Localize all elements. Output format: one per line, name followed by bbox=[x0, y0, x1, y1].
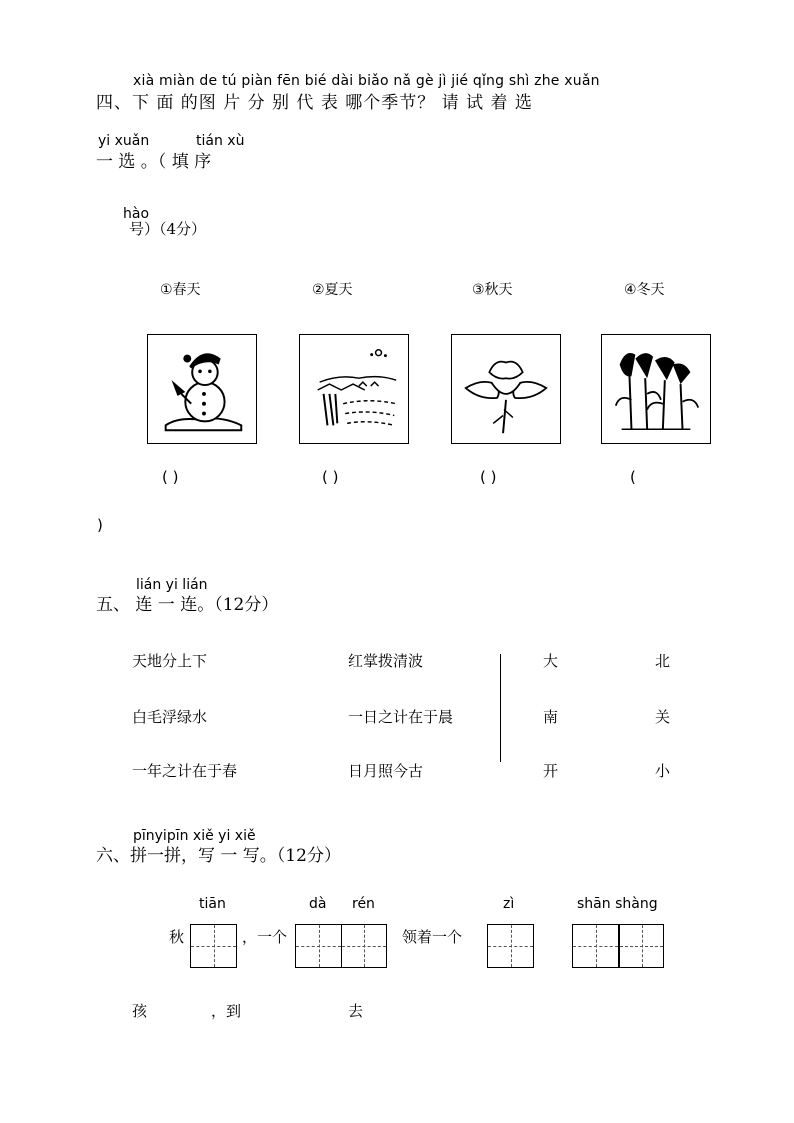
q4-title-line1: 四、下 面 的图 片 分 别 代 表 哪个季节？ 请 试 着 选 bbox=[96, 93, 533, 113]
q4-title-line2: 一 选 。（ 填 序 bbox=[96, 152, 212, 172]
grid-cell[interactable] bbox=[618, 925, 663, 967]
writing-grid-shanshang[interactable] bbox=[572, 924, 664, 968]
pinyin-da: dà bbox=[309, 896, 327, 912]
q5-pinyin: lián yi lián bbox=[136, 577, 208, 593]
word-lingzhe: 领着一个 bbox=[402, 928, 463, 946]
column-divider bbox=[500, 654, 501, 762]
q4-pinyin-line1: xià miàn de tú piàn fēn bié dài biǎo nǎ gè jì jié qǐng shì zhe xuǎn bbox=[133, 73, 600, 89]
antonym-right-1[interactable]: 北 bbox=[655, 652, 671, 670]
season-label-autumn: ③秋天 bbox=[472, 282, 513, 298]
word-yige: ，一个 bbox=[242, 928, 288, 946]
couplet-left-3[interactable]: 一年之计在于春 bbox=[132, 762, 238, 780]
q6-title: 六、拼一拼，写 一 写。（12分） bbox=[96, 846, 341, 866]
couplet-right-2[interactable]: 一日之计在于晨 bbox=[348, 708, 454, 726]
q4-pinyin-line2b: tián xù bbox=[196, 133, 245, 149]
grid-cell[interactable] bbox=[296, 925, 341, 967]
answer-bracket-1[interactable]: ( ) bbox=[162, 468, 179, 486]
antonym-right-2[interactable]: 关 bbox=[655, 708, 671, 726]
q4-pinyin-line3: hào bbox=[123, 206, 150, 222]
q6-pinyin: pīnyipīn xiě yi xiě bbox=[133, 828, 256, 844]
q4-pinyin-line2a: yi xuǎn bbox=[98, 133, 150, 149]
antonym-left-2[interactable]: 南 bbox=[543, 708, 559, 726]
word-qiu: 秋 bbox=[169, 928, 185, 946]
q5-title: 五、 连 一 连。（12分） bbox=[96, 595, 279, 615]
season-label-summer: ②夏天 bbox=[312, 282, 353, 298]
reeds-picture bbox=[601, 334, 711, 444]
grid-cell[interactable] bbox=[191, 925, 236, 967]
q4-title-line3: 号）（4分） bbox=[129, 220, 207, 238]
answer-bracket-4-close: ) bbox=[97, 516, 103, 534]
antonym-left-1[interactable]: 大 bbox=[543, 652, 559, 670]
lotus-picture bbox=[451, 334, 561, 444]
couplet-right-1[interactable]: 红掌拨清波 bbox=[348, 652, 424, 670]
word-hai: 孩 bbox=[132, 1002, 148, 1020]
season-label-spring: ①春天 bbox=[160, 282, 201, 298]
answer-bracket-4[interactable]: ( bbox=[630, 468, 636, 486]
pinyin-tian: tiān bbox=[199, 896, 226, 912]
pinyin-ren: rén bbox=[352, 896, 375, 912]
writing-grid-zi[interactable] bbox=[487, 924, 534, 968]
writing-grid-tian[interactable] bbox=[190, 924, 237, 968]
antonym-left-3[interactable]: 开 bbox=[543, 762, 559, 780]
couplet-left-1[interactable]: 天地分上下 bbox=[132, 652, 208, 670]
snowman-picture bbox=[147, 334, 257, 444]
answer-bracket-3[interactable]: ( ) bbox=[480, 468, 497, 486]
answer-bracket-2[interactable]: ( ) bbox=[322, 468, 339, 486]
grid-cell[interactable] bbox=[488, 925, 533, 967]
couplet-left-2[interactable]: 白毛浮绿水 bbox=[132, 708, 208, 726]
writing-grid-daren[interactable] bbox=[295, 924, 387, 968]
summer-lake-picture bbox=[299, 334, 409, 444]
couplet-right-3[interactable]: 日月照今古 bbox=[348, 762, 424, 780]
word-qu: 去 bbox=[348, 1002, 364, 1020]
antonym-right-3[interactable]: 小 bbox=[655, 762, 671, 780]
pinyin-zi: zì bbox=[503, 896, 515, 912]
grid-cell[interactable] bbox=[573, 925, 618, 967]
season-label-winter: ④冬天 bbox=[624, 282, 665, 298]
word-dao: ，到 bbox=[211, 1002, 242, 1020]
grid-cell[interactable] bbox=[341, 925, 386, 967]
pinyin-shanshang: shān shàng bbox=[577, 896, 658, 912]
